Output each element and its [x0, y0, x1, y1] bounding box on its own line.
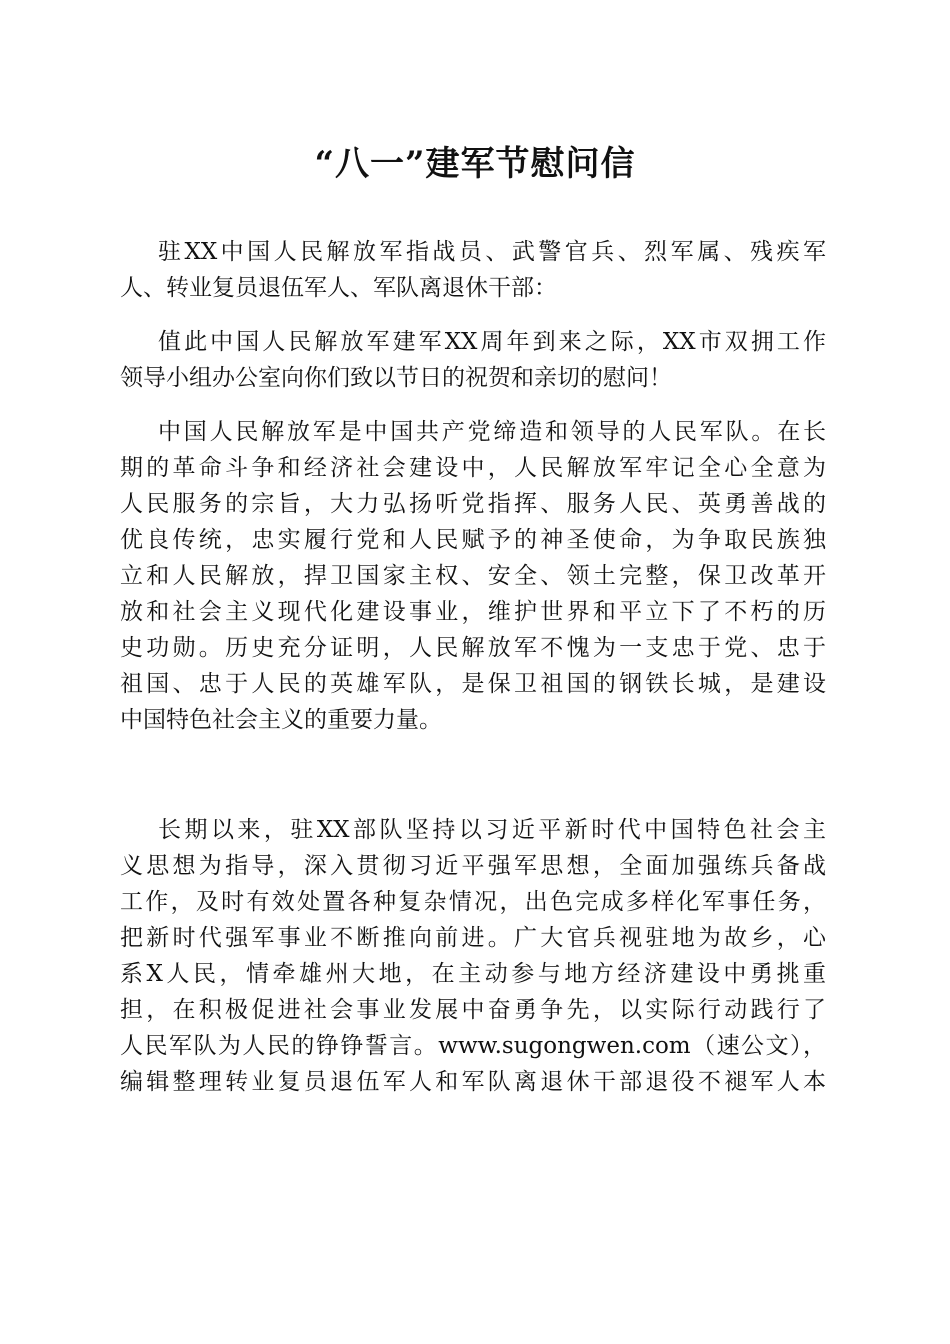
text-line: 祖国、忠于人民的英雄军队，是保卫祖国的钢铁长城，是建设: [120, 671, 826, 697]
text-line: 人、转业复员退伍军人、军队离退休干部：: [120, 275, 557, 301]
text-line: 人民服务的宗旨，大力弘扬听党指挥、服务人民、英勇善战的: [120, 491, 826, 517]
text-line: 中国人民解放军是中国共产党缔造和领导的人民军队。在长: [158, 419, 826, 445]
text-line: 立和人民解放，捍卫国家主权、安全、领土完整，保卫改革开: [120, 563, 826, 589]
document-title: “八一”建军节慰问信: [314, 144, 636, 184]
paragraph-2: [120, 324, 826, 396]
text-line: 放和社会主义现代化建设事业，维护世界和平立下了不朽的历: [120, 599, 826, 625]
paragraph-4: [120, 812, 826, 1100]
text-line: 担，在积极促进社会事业发展中奋勇争先，以实际行动践行了: [120, 997, 826, 1023]
text-line: 期的革命斗争和经济社会建设中，人民解放军牢记全心全意为: [120, 455, 826, 481]
text-line: 长期以来，驻XX部队坚持以习近平新时代中国特色社会主: [158, 817, 826, 843]
text-line: 值此中国人民解放军建军XX周年到来之际，XX市双拥工作: [158, 329, 826, 355]
text-line: 驻XX中国人民解放军指战员、武警官兵、烈军属、残疾军: [158, 239, 826, 265]
text-line: 人民军队为人民的铮铮誓言。www.sugongwen.com（速公文），: [120, 1033, 826, 1059]
text-line: 史功勋。历史充分证明，人民解放军不愧为一支忠于党、忠于: [120, 635, 826, 661]
text-line: 工作，及时有效处置各种复杂情况，出色完成多样化军事任务，: [120, 889, 826, 915]
paragraph-3: [120, 414, 826, 738]
text-line: 编辑整理转业复员退伍军人和军队离退休干部退役不褪军人本: [120, 1069, 826, 1095]
text-line: 领导小组办公室向你们致以节日的祝贺和亲切的慰问！: [120, 365, 672, 391]
text-line: 优良传统，忠实履行党和人民赋予的神圣使命，为争取民族独: [120, 527, 826, 553]
text-line: 系X人民，情牵雄州大地，在主动参与地方经济建设中勇挑重: [120, 961, 826, 987]
text-line: 义思想为指导，深入贯彻习近平强军思想，全面加强练兵备战: [120, 853, 826, 879]
text-line: 把新时代强军事业不断推向前进。广大官兵视驻地为故乡，心: [120, 925, 826, 951]
paragraph-1: [120, 234, 826, 306]
text-line: 中国特色社会主义的重要力量。: [120, 707, 442, 733]
